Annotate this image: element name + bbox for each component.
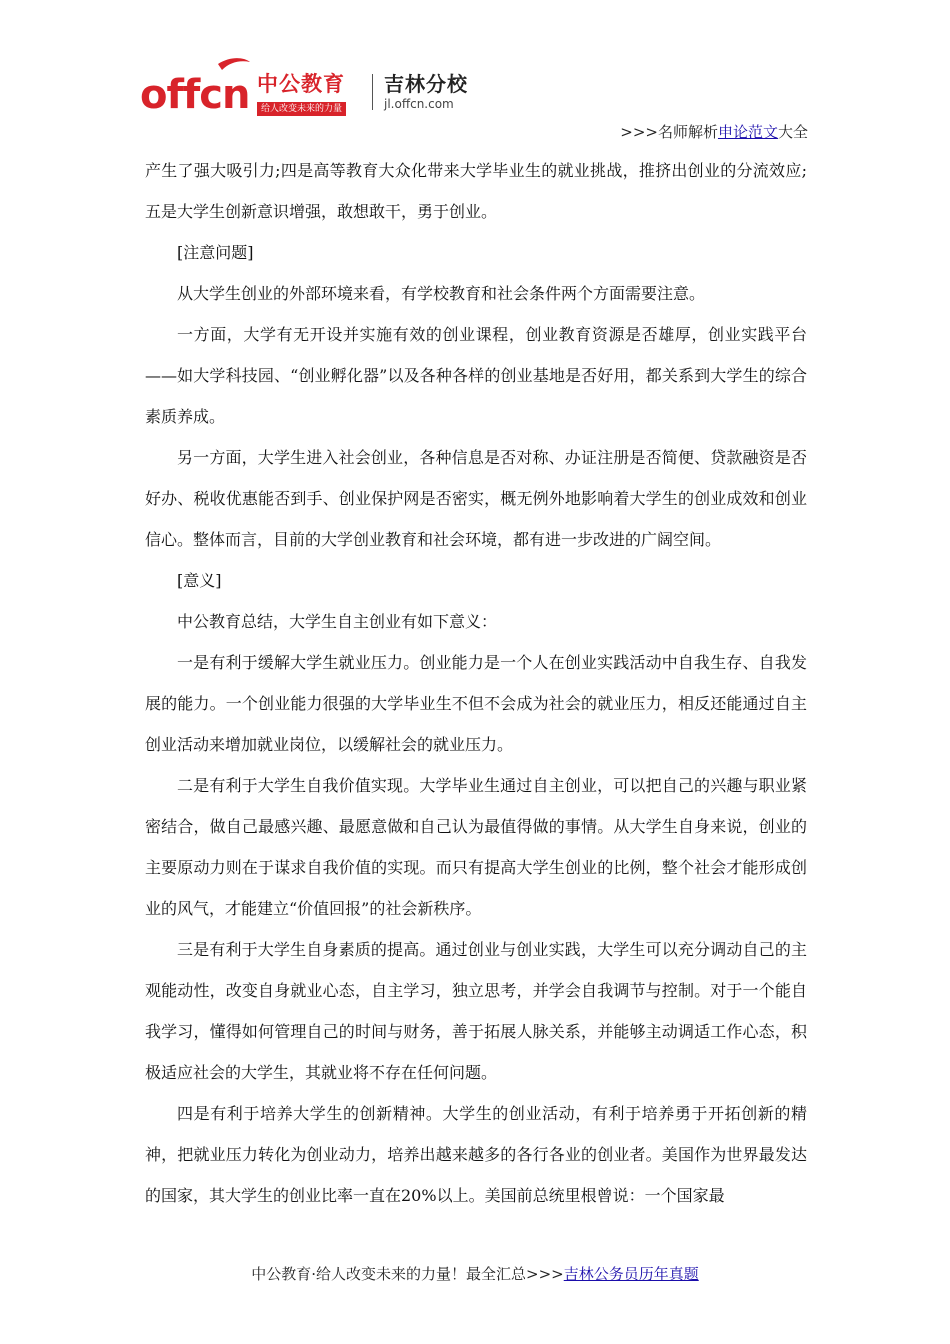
essay-samples-link[interactable]: 申论范文 [717,123,778,141]
header-divider [372,74,373,110]
paragraph: 二是有利于大学生自我价值实现。大学毕业生通过自主创业，可以把自己的兴趣与职业紧密结合，做自己最感兴趣、最愿意做和自己认为最值得做的事情。从大学生自身来说，创业的主要原动力则在于谋求自我价值的实现。而只有提高大学生创业的比例，整个社会才能形成创业的风气，才能建立“价值回报”的社会新秩序。 [145,776,807,918]
top-link-suffix: 大全 [777,123,808,141]
paragraph: 一是有利于缓解大学生就业压力。创业能力是一个人在创业实践活动中自我生存、自我发展的能力。一个创业能力很强的大学毕业生不但不会成为社会的就业压力，相反还能通过自主创业活动来增加就业岗位，以缓解社会的就业压力。 [145,653,807,754]
logo-wordmark: offcn [140,72,250,118]
top-link-prefix: >>>名师解析 [620,123,718,141]
section-heading-significance: [意义] [177,571,222,590]
paragraph: 四是有利于培养大学生的创新精神。大学生的创业活动，有利于培养勇于开拓创新的精神，把就业压力转化为创业动力，培养出越来越多的各行各业的创业者。美国作为世界最发达的国家，其大学生的创业比率一直在20%以上。美国前总统里根曾说：一个国家最 [145,1104,807,1205]
article-body [145,150,807,1216]
paragraph: 从大学生创业的外部环境来看，有学校教育和社会条件两个方面需要注意。 [177,284,706,303]
branch-block [384,72,468,112]
offcn-logo[interactable] [140,58,252,118]
page-header [140,58,500,118]
branch-url[interactable]: jl.offcn.com [384,97,454,111]
past-exam-papers-link[interactable]: 吉林公务员历年真题 [563,1265,699,1283]
brand-block [257,72,346,116]
brand-name: 中公教育 [257,72,345,96]
paragraph: 三是有利于大学生自身素质的提高。通过创业与创业实践，大学生可以充分调动自己的主观能动性，改变自身就业心态，自主学习，独立思考，并学会自我调节与控制。对于一个能自我学习，懂得如何管理自己的时间与财务，善于拓展人脉关系，并能够主动调适工作心态，积极适应社会的大学生，其就业将不存在任何问题。 [145,940,807,1082]
paragraph: 一方面，大学有无开设并实施有效的创业课程，创业教育资源是否雄厚，创业实践平台——如大学科技园、“创业孵化器”以及各种各样的创业基地是否好用，都关系到大学生的综合素质养成。 [145,325,807,426]
section-heading-notes: [注意问题] [177,243,254,262]
page-footer [0,1263,950,1285]
paragraph: 中公教育总结，大学生自主创业有如下意义： [177,612,498,631]
paragraph: 另一方面，大学生进入社会创业，各种信息是否对称、办证注册是否简便、贷款融资是否好办、税收优惠能否到手、创业保护网是否密实，概无例外地影响着大学生的创业成效和创业信心。整体而言，目前的大学创业教育和社会环境，都有进一步改进的广阔空间。 [145,448,807,549]
top-promo-link [620,122,808,142]
paragraph-continuation: 产生了强大吸引力;四是高等教育大众化带来大学毕业生的就业挑战，推挤出创业的分流效应;五是大学生创新意识增强，敢想敢干，勇于创业。 [145,161,807,221]
branch-name: 吉林分校 [384,72,468,96]
footer-text: 中公教育·给人改变未来的力量！最全汇总>>> [251,1265,564,1283]
brand-slogan: 给人改变未来的力量 [257,102,346,116]
